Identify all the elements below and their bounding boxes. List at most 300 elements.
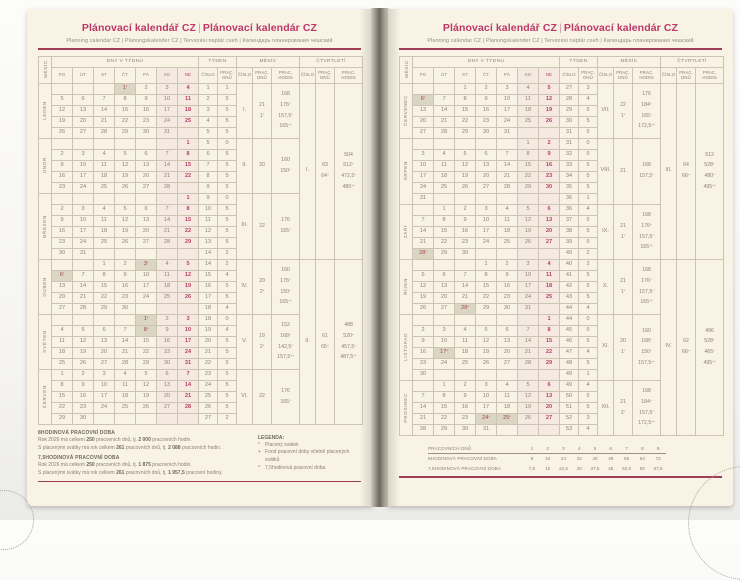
day-cell: 24 (434, 358, 455, 369)
day-cell: 8 (518, 149, 539, 160)
workdays-value: 1 (530, 445, 534, 451)
day-cell: 23 (157, 347, 178, 358)
month-hours-cell: 160 150^ (272, 138, 300, 193)
page-right (388, 9, 733, 506)
header-sub: ČÍSLO (560, 67, 579, 83)
day-cell: 17 (94, 391, 115, 402)
day-cell (413, 259, 434, 270)
day-cell: 10 (178, 325, 199, 336)
day-cell: 28 (178, 402, 199, 413)
day-cell: 16 (413, 347, 434, 358)
day-cell: 27 (73, 127, 94, 138)
month-label: BŘEZEN (39, 193, 52, 259)
week-workdays-cell: 5 (579, 270, 598, 281)
day-cell: 27 (136, 237, 157, 248)
header-day: PÁ (136, 67, 157, 83)
workdays-value: 15 (545, 465, 551, 471)
day-cell: 25 (178, 116, 199, 127)
day-cell: 10 (476, 215, 497, 226)
day-cell: 30 (455, 248, 476, 259)
day-cell: 31 (178, 358, 199, 369)
week-workdays-cell: 4 (218, 303, 237, 314)
day-cell (476, 193, 497, 204)
day-cell: 7 (413, 215, 434, 226)
day-cell: 26 (136, 402, 157, 413)
day-cell: 16 (455, 226, 476, 237)
day-cell: 5 (115, 204, 136, 215)
week-workdays-cell: 5 (218, 347, 237, 358)
day-cell: 23 (413, 358, 434, 369)
day-cell: 16 (539, 160, 560, 171)
day-cell: 4 (518, 83, 539, 94)
day-cell: 14 (434, 105, 455, 116)
day-cell: 1 (94, 259, 115, 270)
day-cell: 19 (518, 226, 539, 237)
week-workdays-cell: 5 (218, 292, 237, 303)
day-cell: 25 (518, 116, 539, 127)
day-cell: 5 (73, 325, 94, 336)
day-cell: 16 (73, 391, 94, 402)
day-cell (157, 193, 178, 204)
week-number-cell: 18 (199, 303, 218, 314)
week-workdays-cell: 5 (218, 215, 237, 226)
week-number-cell: 45 (560, 325, 579, 336)
title-sk: Plánovací kalendár CZ (563, 22, 679, 34)
day-cell: 19 (136, 391, 157, 402)
day-cell (518, 193, 539, 204)
week-number-cell: 44 (560, 303, 579, 314)
header-sub: PRAC. DNŮ (253, 67, 272, 83)
day-cell: 23 (455, 413, 476, 424)
week-workdays-cell: 4 (579, 347, 598, 358)
week-workdays-cell: 5 (218, 160, 237, 171)
day-cell: 22 (178, 171, 199, 182)
day-cell: 3 (73, 204, 94, 215)
day-cell: 17 (476, 226, 497, 237)
quarter-hours-cell: 512 528+ 480^ 495+^ (696, 83, 724, 259)
day-cell (518, 369, 539, 380)
week-number-cell: 52 (560, 413, 579, 424)
day-cell: 28 (434, 127, 455, 138)
header-rule (38, 48, 361, 50)
week-workdays-cell: 5 (579, 116, 598, 127)
day-cell (94, 314, 115, 325)
day-cell: 9 (413, 336, 434, 347)
worktime-line: S placenými svátky má rok celkem 261 pracovních dnů, tj. 2 088 pracovních hodin. (38, 444, 222, 451)
day-cell (476, 138, 497, 149)
header-day: ST (94, 67, 115, 83)
quarter-hours-cell: 504 512+ 472,5^ 480+^ (335, 83, 363, 259)
week-number-cell: 8 (199, 171, 218, 182)
day-cell: 26 (413, 303, 434, 314)
worktime-line: Rok 2026 má celkem 250 pracovních dnů, tj. 1 875 pracovních hodin. (38, 462, 192, 468)
day-cell (434, 369, 455, 380)
day-cell: 26 (476, 358, 497, 369)
day-cell: 14 (413, 226, 434, 237)
day-cell: 5 (476, 325, 497, 336)
day-cell: 8 (178, 204, 199, 215)
legend-item (258, 465, 361, 473)
week-workdays-cell: 5 (579, 292, 598, 303)
week-number-cell: 13 (199, 237, 218, 248)
header-sub: ČÍSLO (199, 67, 218, 83)
day-cell (178, 182, 199, 193)
header-day: PO (413, 67, 434, 83)
day-cell (94, 413, 115, 424)
day-cell (136, 193, 157, 204)
day-cell: 8 (434, 391, 455, 402)
month-workdays-cell: 20 (253, 138, 272, 193)
day-cell: 5 (539, 83, 560, 94)
day-cell: 9 (52, 215, 73, 226)
week-number-cell: 29 (560, 105, 579, 116)
week-row (39, 259, 363, 270)
week-number-cell: 11 (199, 215, 218, 226)
worktime-heading: 8HODINOVÁ PRACOVNÍ DOBA (38, 430, 116, 436)
day-cell (73, 259, 94, 270)
day-cell (434, 193, 455, 204)
month-label: KVĚTEN (39, 314, 52, 369)
day-cell: 2 (539, 138, 560, 149)
day-cell: 1 (476, 259, 497, 270)
day-cell: 12 (413, 281, 434, 292)
day-cell: 13 (136, 160, 157, 171)
day-cell: 8 (539, 325, 560, 336)
day-cell: 4 (52, 325, 73, 336)
day-cell: 30 (455, 424, 476, 435)
week-number-cell: 53 (560, 424, 579, 435)
day-cell: 27 (94, 358, 115, 369)
day-cell: 15 (178, 160, 199, 171)
day-cell: 28* (413, 248, 434, 259)
day-cell: 31 (157, 127, 178, 138)
day-cell: 25 (539, 292, 560, 303)
bottom-rule-left (38, 481, 361, 483)
day-cell: 21 (157, 171, 178, 182)
day-cell (73, 193, 94, 204)
day-cell: 5 (518, 380, 539, 391)
day-cell: 10 (73, 160, 94, 171)
day-cell (115, 314, 136, 325)
day-cell: 12 (115, 160, 136, 171)
month-numeral-cell: III. (237, 193, 253, 259)
title-separator: | (559, 22, 562, 34)
month-workdays-cell: 21 1* (614, 259, 633, 314)
day-cell (157, 248, 178, 259)
day-cell: 2 (136, 83, 157, 94)
day-cell: 18 (518, 105, 539, 116)
workdays-value: 72 (655, 456, 661, 462)
header-days-group: DNY V TÝDNU (413, 56, 560, 67)
header-day: ČT (476, 67, 497, 83)
day-cell: 21 (178, 391, 199, 402)
day-cell: 12 (476, 336, 497, 347)
workdays-value: 24 (560, 456, 567, 462)
week-number-cell: 23 (199, 369, 218, 380)
day-cell: 14 (94, 105, 115, 116)
day-cell: 2 (52, 149, 73, 160)
week-workdays-cell: 5 (218, 171, 237, 182)
workdays-value: 5 (593, 445, 597, 451)
day-cell (178, 127, 199, 138)
day-cell: 27 (476, 182, 497, 193)
day-cell: 19 (413, 292, 434, 303)
page-title (388, 22, 733, 34)
day-cell: 19 (73, 347, 94, 358)
day-cell: 20 (413, 116, 434, 127)
day-cell: 8 (455, 94, 476, 105)
day-cell: 23 (497, 292, 518, 303)
page-left (27, 9, 372, 506)
week-workdays-cell: 4 (579, 424, 598, 435)
day-cell (52, 83, 73, 94)
header-sub: PRAC. DNŮ (218, 67, 237, 83)
day-cell: 14 (178, 380, 199, 391)
day-cell: 10 (476, 391, 497, 402)
week-number-cell: 17 (199, 292, 218, 303)
header-month-group: MĚSÍC (598, 56, 661, 67)
day-cell: 21 (518, 347, 539, 358)
legend-text: 7,5hodinová pracovní doba (265, 464, 326, 471)
day-cell: 12 (136, 380, 157, 391)
day-cell: 18 (539, 281, 560, 292)
day-cell (136, 138, 157, 149)
legend-text: Placený svátek (265, 441, 299, 448)
day-cell: 23 (476, 116, 497, 127)
week-number-cell: 25 (199, 391, 218, 402)
day-cell: 30 (539, 182, 560, 193)
day-cell: 11 (115, 380, 136, 391)
day-cell: 26 (73, 358, 94, 369)
day-cell: 15 (539, 336, 560, 347)
day-cell (52, 138, 73, 149)
day-cell (476, 369, 497, 380)
day-cell: 7 (94, 94, 115, 105)
day-cell (455, 369, 476, 380)
day-cell: 9 (497, 270, 518, 281)
week-workdays-cell: 2 (579, 248, 598, 259)
workdays-value: 40 (592, 456, 598, 462)
day-cell: 14 (73, 281, 94, 292)
day-cell: 24 (94, 402, 115, 413)
week-number-cell: 2 (199, 94, 218, 105)
day-cell: 29 (115, 127, 136, 138)
day-cell: 25 (497, 237, 518, 248)
legend (242, 428, 361, 478)
day-cell: 17 (497, 105, 518, 116)
header-month-vertical: MĚSÍC (39, 56, 52, 83)
week-number-cell: 28 (560, 94, 579, 105)
day-cell: 13 (94, 336, 115, 347)
month-workdays-cell: 21 1* (614, 204, 633, 259)
day-cell: 28 (157, 237, 178, 248)
day-cell: 6* (413, 94, 434, 105)
week-number-cell: 49 (560, 369, 579, 380)
header-sub: PRAC. HODIN (335, 67, 363, 83)
day-cell: 23 (455, 237, 476, 248)
day-cell: 22 (434, 237, 455, 248)
day-cell: 10 (413, 160, 434, 171)
day-cell: 11 (497, 391, 518, 402)
week-workdays-cell: 5 (579, 105, 598, 116)
day-cell (476, 314, 497, 325)
day-cell: 2 (476, 83, 497, 94)
header-sub-row (39, 67, 363, 83)
header-day: NE (539, 67, 560, 83)
day-cell: 12 (518, 391, 539, 402)
day-cell: 24 (157, 116, 178, 127)
day-cell: 21 (434, 116, 455, 127)
month-hours-cell: 168 184+ 157,5^ 172,5+^ (633, 380, 661, 435)
header-day: SO (157, 67, 178, 83)
week-number-cell: 24 (199, 380, 218, 391)
week-number-cell: 18 (199, 314, 218, 325)
legend-item (258, 449, 361, 465)
day-cell: 4 (497, 380, 518, 391)
day-cell: 15 (455, 105, 476, 116)
calendar-wrap-left (38, 56, 361, 425)
day-cell (115, 413, 136, 424)
day-cell: 16 (476, 105, 497, 116)
quarter-workdays-cell: 64 66+ (677, 83, 696, 259)
quarter-hours-cell: 488 520+ 457,5^ 487,5+^ (335, 259, 363, 424)
day-cell: 5 (136, 369, 157, 380)
month-numeral-cell: IV. (237, 259, 253, 314)
day-cell (455, 138, 476, 149)
day-cell: 31 (518, 303, 539, 314)
day-cell: 18 (94, 226, 115, 237)
week-number-cell: 48 (560, 358, 579, 369)
title-cz: Plánovací kalendář CZ (81, 22, 197, 34)
day-cell: 17 (476, 402, 497, 413)
day-cell: 2 (497, 259, 518, 270)
week-row (400, 259, 724, 270)
day-cell: 8 (434, 215, 455, 226)
day-cell: 6 (539, 204, 560, 215)
day-cell: 29 (455, 127, 476, 138)
week-workdays-cell: 5 (218, 182, 237, 193)
workdays-value: 7 (625, 445, 628, 451)
day-cell (518, 248, 539, 259)
week-number-cell: 5 (199, 138, 218, 149)
day-cell: 13 (497, 336, 518, 347)
day-cell: 2 (413, 325, 434, 336)
bottom-rule-right (399, 476, 722, 478)
day-cell: 3 (94, 369, 115, 380)
day-cell: 4 (157, 259, 178, 270)
day-cell: 14 (497, 160, 518, 171)
day-cell: 1 (434, 204, 455, 215)
day-cell: 25 (157, 292, 178, 303)
workdays-value: 2 (546, 445, 549, 451)
day-cell: 26 (455, 182, 476, 193)
day-cell: 26 (518, 413, 539, 424)
day-cell: 6 (539, 380, 560, 391)
day-cell: 24 (178, 347, 199, 358)
week-workdays-cell: 4 (218, 325, 237, 336)
day-cell: 3 (73, 149, 94, 160)
page-header (388, 9, 733, 50)
week-workdays-cell: 5 (218, 149, 237, 160)
day-cell: 20 (136, 226, 157, 237)
week-workdays-cell: 2 (218, 259, 237, 270)
day-cell: 1 (52, 369, 73, 380)
day-cell (539, 248, 560, 259)
day-cell: 12 (115, 215, 136, 226)
day-cell: 29 (518, 182, 539, 193)
week-workdays-cell: 5 (579, 127, 598, 138)
day-cell: 17 (413, 171, 434, 182)
day-cell: 25 (455, 358, 476, 369)
workdays-value: 67,5 (653, 465, 663, 471)
day-cell: 26 (518, 237, 539, 248)
day-cell (73, 83, 94, 94)
day-cell: 7 (518, 325, 539, 336)
month-label: ŘÍJEN (400, 259, 413, 314)
day-cell: 16 (136, 105, 157, 116)
week-number-cell: 31 (560, 127, 579, 138)
workdays-value: 48 (608, 456, 614, 462)
day-cell: 9 (455, 391, 476, 402)
day-cell (94, 138, 115, 149)
week-workdays-cell: 2 (218, 413, 237, 424)
week-workdays-cell: 5 (579, 182, 598, 193)
day-cell: 5 (518, 204, 539, 215)
day-cell: 18 (497, 226, 518, 237)
day-cell: 13 (539, 391, 560, 402)
day-cell: 12 (178, 270, 199, 281)
day-cell: 19 (539, 105, 560, 116)
month-numeral-cell: IX. (598, 204, 614, 259)
day-cell: 30 (476, 127, 497, 138)
day-cell: 21 (157, 226, 178, 237)
day-cell: 6 (434, 270, 455, 281)
month-hours-cell: 160 168+ 150^ 157,5+^ (633, 314, 661, 380)
day-cell (178, 248, 199, 259)
day-cell: 24 (476, 237, 497, 248)
week-workdays-cell: 0 (579, 138, 598, 149)
day-cell: 9 (476, 94, 497, 105)
day-cell: 27 (539, 237, 560, 248)
week-workdays-cell: 0 (218, 138, 237, 149)
day-cell: 23 (539, 171, 560, 182)
header-week-group: TÝDEN (199, 56, 237, 67)
month-workdays-cell: 20 2* (253, 259, 272, 314)
day-cell: 20 (157, 391, 178, 402)
day-cell: 2 (455, 204, 476, 215)
day-cell: 30 (136, 127, 157, 138)
day-cell (94, 248, 115, 259)
day-cell: 18 (455, 347, 476, 358)
day-cell: 3 (434, 325, 455, 336)
day-cell (539, 127, 560, 138)
month-workdays-cell: 22 (253, 193, 272, 259)
day-cell: 4 (94, 204, 115, 215)
day-cell: 5 (52, 94, 73, 105)
title-cz: Plánovací kalendář CZ (442, 22, 558, 34)
day-cell: 22 (476, 292, 497, 303)
month-hours-cell: 176 184+ 165^ 172,5+^ (633, 83, 661, 138)
day-cell: 1 (178, 193, 199, 204)
spine-gutter (371, 8, 389, 507)
day-cell: 3 (476, 204, 497, 215)
week-workdays-cell: 5 (579, 281, 598, 292)
header-sub-row (400, 67, 724, 83)
week-number-cell: 31 (560, 138, 579, 149)
page-subtitle: Planning calendar CZ | Planungskalender CZ | Tervezési naptár cseh | Календарь планирования чешский (427, 37, 694, 44)
day-cell: 19 (178, 281, 199, 292)
day-cell: 6 (136, 149, 157, 160)
